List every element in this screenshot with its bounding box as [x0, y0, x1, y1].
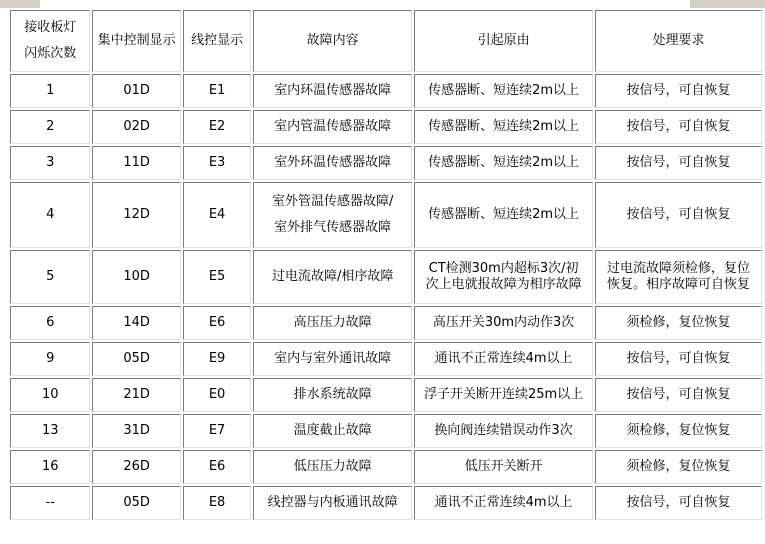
table-row: [10, 342, 762, 376]
cell-cause: CT检测30m内超标3次/初 次上电就报故障为相序故障: [414, 250, 593, 304]
cell-central: 21D: [92, 378, 180, 412]
cell-wire: E5: [183, 250, 251, 304]
cell-action: 须检修，复位恢复: [595, 414, 762, 448]
table-row: [10, 306, 762, 340]
cell-flash: --: [10, 486, 90, 520]
cell-flash: 5: [10, 250, 90, 304]
table-row: [10, 74, 762, 108]
cell-wire: E7: [183, 414, 251, 448]
cell-flash: 16: [10, 450, 90, 484]
fault-code-table: [8, 8, 764, 522]
cell-fault: 室外管温传感器故障/ 室外排气传感器故障: [253, 182, 412, 248]
cell-wire: E3: [183, 146, 251, 180]
cell-action: 按信号，可自恢复: [595, 342, 762, 376]
cell-cause: 传感器断、短连续2m以上: [414, 182, 593, 248]
cell-wire: E6: [183, 450, 251, 484]
cell-cause: 换向阀连续错误动作3次: [414, 414, 593, 448]
cell-cause: 传感器断、短连续2m以上: [414, 146, 593, 180]
cell-central: 05D: [92, 486, 180, 520]
cell-action: 按信号，可自恢复: [595, 146, 762, 180]
cell-action: 须检修，复位恢复: [595, 450, 762, 484]
cell-flash: 1: [10, 74, 90, 108]
cell-central: 31D: [92, 414, 180, 448]
cell-cause: 传感器断、短连续2m以上: [414, 110, 593, 144]
cell-central: 26D: [92, 450, 180, 484]
table-row: [10, 250, 762, 304]
cell-central: 10D: [92, 250, 180, 304]
header-cause: 引起原由: [414, 10, 593, 72]
cell-action: 按信号，可自恢复: [595, 74, 762, 108]
cell-flash: 3: [10, 146, 90, 180]
cell-action: 按信号，可自恢复: [595, 378, 762, 412]
cell-action: 按信号，可自恢复: [595, 182, 762, 248]
cell-flash: 13: [10, 414, 90, 448]
cell-wire: E6: [183, 306, 251, 340]
table-row: [10, 110, 762, 144]
cell-flash: 2: [10, 110, 90, 144]
cell-fault: 过电流故障/相序故障: [253, 250, 412, 304]
cell-fault: 室内环温传感器故障: [253, 74, 412, 108]
cell-cause: 传感器断、短连续2m以上: [414, 74, 593, 108]
top-edge-strip-left: [0, 0, 40, 8]
cell-cause: 低压开关断开: [414, 450, 593, 484]
cell-central: 14D: [92, 306, 180, 340]
cell-fault: 线控器与内板通讯故障: [253, 486, 412, 520]
table-header-row: [10, 10, 762, 72]
cell-action: 按信号，可自恢复: [595, 486, 762, 520]
cell-cause: 浮子开关断开连续25m以上: [414, 378, 593, 412]
cell-wire: E1: [183, 74, 251, 108]
cell-action: 须检修，复位恢复: [595, 306, 762, 340]
cell-fault: 排水系统故障: [253, 378, 412, 412]
table-row: [10, 414, 762, 448]
cell-central: 01D: [92, 74, 180, 108]
cell-flash: 10: [10, 378, 90, 412]
cell-action: 按信号，可自恢复: [595, 110, 762, 144]
top-edge-strip-right: [690, 0, 765, 8]
cell-fault: 室内与室外通讯故障: [253, 342, 412, 376]
cell-fault: 低压压力故障: [253, 450, 412, 484]
cell-central: 05D: [92, 342, 180, 376]
cell-fault: 室内管温传感器故障: [253, 110, 412, 144]
cell-central: 12D: [92, 182, 180, 248]
cell-wire: E4: [183, 182, 251, 248]
cell-flash: 4: [10, 182, 90, 248]
header-fault-content: 故障内容: [253, 10, 412, 72]
cell-flash: 6: [10, 306, 90, 340]
cell-flash: 9: [10, 342, 90, 376]
cell-wire: E8: [183, 486, 251, 520]
table-row: [10, 146, 762, 180]
header-wire-display: 线控显示: [183, 10, 251, 72]
header-central-display: 集中控制显示: [92, 10, 180, 72]
cell-central: 02D: [92, 110, 180, 144]
cell-cause: 通讯不正常连续4m以上: [414, 342, 593, 376]
cell-central: 11D: [92, 146, 180, 180]
cell-wire: E2: [183, 110, 251, 144]
table-row: [10, 378, 762, 412]
cell-action: 过电流故障须检修，复位 恢复。相序故障可自恢复: [595, 250, 762, 304]
cell-cause: 通讯不正常连续4m以上: [414, 486, 593, 520]
cell-fault: 温度截止故障: [253, 414, 412, 448]
header-action: 处理要求: [595, 10, 762, 72]
cell-cause: 高压开关30m内动作3次: [414, 306, 593, 340]
cell-wire: E9: [183, 342, 251, 376]
table-row: [10, 182, 762, 248]
cell-fault: 高压压力故障: [253, 306, 412, 340]
table-row: [10, 450, 762, 484]
table-row: [10, 486, 762, 520]
header-flash-count: 接收板灯 闪烁次数: [10, 10, 90, 72]
cell-fault: 室外环温传感器故障: [253, 146, 412, 180]
cell-wire: E0: [183, 378, 251, 412]
